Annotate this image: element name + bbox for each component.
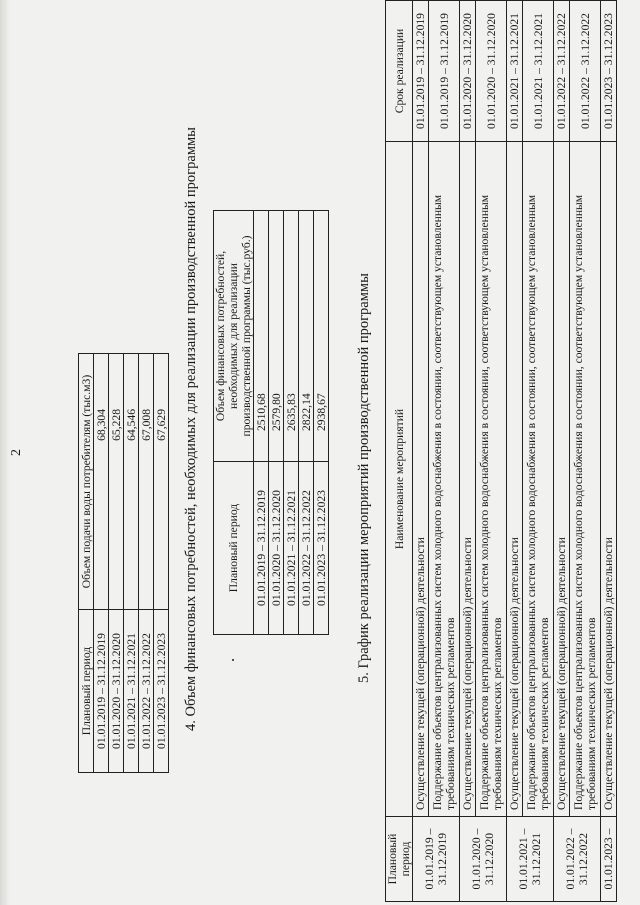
activity-cell: Поддержание объектов централизованных систем холодного водоснабжения в состоянии, соответствующем установленным требованиям технических регламентов: [570, 142, 601, 817]
period-cell: 01.01.2022 – 31.12.2022: [139, 610, 154, 773]
column-header: Наименование мероприятий: [386, 142, 413, 817]
table-row: [154, 354, 169, 773]
table-row: [429, 1, 460, 902]
table-header-row: [79, 354, 94, 773]
volume-cell: 67,008: [139, 354, 154, 610]
period-cell: 01.01.2022 – 31.12.2022: [554, 817, 601, 902]
table-row: [124, 354, 139, 773]
activity-cell: Поддержание объектов централизованных систем холодного водоснабжения в состоянии, соответствующем установленным требованиям технических регламентов: [523, 142, 554, 817]
column-header: Объем подачи воды потребителям (тыс.м3): [79, 354, 94, 610]
amount-cell: 2579,80: [269, 211, 284, 462]
table-row: [554, 1, 570, 902]
activity-cell: Осуществление текущей (операционной) деятельности: [601, 142, 617, 817]
bullet-marker: •: [229, 658, 238, 662]
term-cell: 01.01.2019 – 31.12.2019: [429, 1, 460, 142]
term-cell: 01.01.2022 – 31.12.2022: [554, 1, 570, 142]
volume-cell: 65,228: [109, 354, 124, 610]
column-header: Срок реализации: [386, 1, 413, 142]
period-cell: 01.01.2023 – 31.12.2023: [314, 462, 329, 635]
table-header-row: [386, 1, 413, 902]
water-supply-table: [78, 353, 169, 773]
table-row: [460, 1, 476, 902]
period-cell: 01.01.2023 – 31.12.2023: [154, 610, 169, 773]
amount-cell: 2938,67: [314, 211, 329, 462]
term-cell: 01.01.2021 – 31.12.2021: [523, 1, 554, 142]
volume-cell: 67,629: [154, 354, 169, 610]
table-row: [523, 1, 554, 902]
amount-cell: 2822,14: [299, 211, 314, 462]
amount-cell: 2510,68: [254, 211, 269, 462]
period-cell: 01.01.2020 – 31.12.2020: [269, 462, 284, 635]
activity-cell: Осуществление текущей (операционной) деятельности: [460, 142, 476, 817]
activity-cell: Осуществление текущей (операционной) деятельности: [554, 142, 570, 817]
period-cell: 01.01.2021 – 31.12.2021: [124, 610, 139, 773]
table-row: [94, 354, 109, 773]
period-cell: 01.01.2020 – 31.12.2020: [460, 817, 507, 902]
column-header: Плановый период: [386, 817, 413, 902]
table-row: [476, 1, 507, 902]
volume-cell: 64,546: [124, 354, 139, 610]
activity-cell: Осуществление текущей (операционной) деятельности: [413, 142, 429, 817]
table-row: [299, 211, 314, 686]
period-cell: 01.01.2020 – 31.12.2020: [109, 610, 124, 773]
period-cell: 01.01.2023 –: [601, 817, 617, 902]
table-row: [269, 211, 284, 686]
table-row: [413, 1, 429, 902]
period-cell: 01.01.2022 – 31.12.2022: [299, 462, 314, 635]
period-cell: 01.01.2019 – 31.12.2019: [94, 610, 109, 773]
term-cell: 01.01.2020 – 31.12.2020: [460, 1, 476, 142]
column-header: Плановый период: [79, 610, 94, 773]
table-row: [314, 211, 329, 686]
activity-cell: Осуществление текущей (операционной) деятельности: [507, 142, 523, 817]
amount-cell: 2635,83: [284, 211, 299, 462]
table-row: [284, 211, 299, 686]
table-row: [139, 354, 154, 773]
financial-needs-table: [213, 210, 329, 685]
section-5-heading: 5. График реализации мероприятий производственной программы: [356, 273, 372, 683]
period-cell: 01.01.2021 – 31.12.2021: [507, 817, 554, 902]
period-cell: 01.01.2021 – 31.12.2021: [284, 462, 299, 635]
table-row: [507, 1, 523, 902]
table-row: [109, 354, 124, 773]
table-header-row: [214, 211, 254, 686]
volume-cell: 68,304: [94, 354, 109, 610]
term-cell: 01.01.2021 – 31.12.2021: [507, 1, 523, 142]
column-header: Объем финансовых потребностей, необходимых для реализации производственной программы (тыс.руб.): [214, 211, 254, 462]
term-cell: 01.01.2022 – 31.12.2022: [570, 1, 601, 142]
table-row: [601, 1, 617, 902]
activity-cell: Поддержание объектов централизованных систем холодного водоснабжения в состоянии, соответствующем установленным требованиям технических регламентов: [429, 142, 460, 817]
section-4-heading: 4. Объем финансовых потребностей, необходимых для реализации производственной программы: [183, 127, 199, 731]
term-cell: 01.01.2020 – 31.12.2020: [476, 1, 507, 142]
activity-cell: Поддержание объектов централизованных систем холодного водоснабжения в состоянии, соответствующем установленным требованиям технических регламентов: [476, 142, 507, 817]
period-cell: 01.01.2019 – 31.12.2019: [413, 817, 460, 902]
term-cell: 01.01.2023 – 31.12.2023: [601, 1, 617, 142]
column-header: Плановый период: [214, 462, 254, 635]
term-cell: 01.01.2019 – 31.12.2019: [413, 1, 429, 142]
page-number: 2: [9, 449, 24, 456]
schedule-table: [385, 0, 617, 902]
table-row: [254, 211, 269, 686]
table-row: [570, 1, 601, 902]
period-cell: 01.01.2019 – 31.12.2019: [254, 462, 269, 635]
